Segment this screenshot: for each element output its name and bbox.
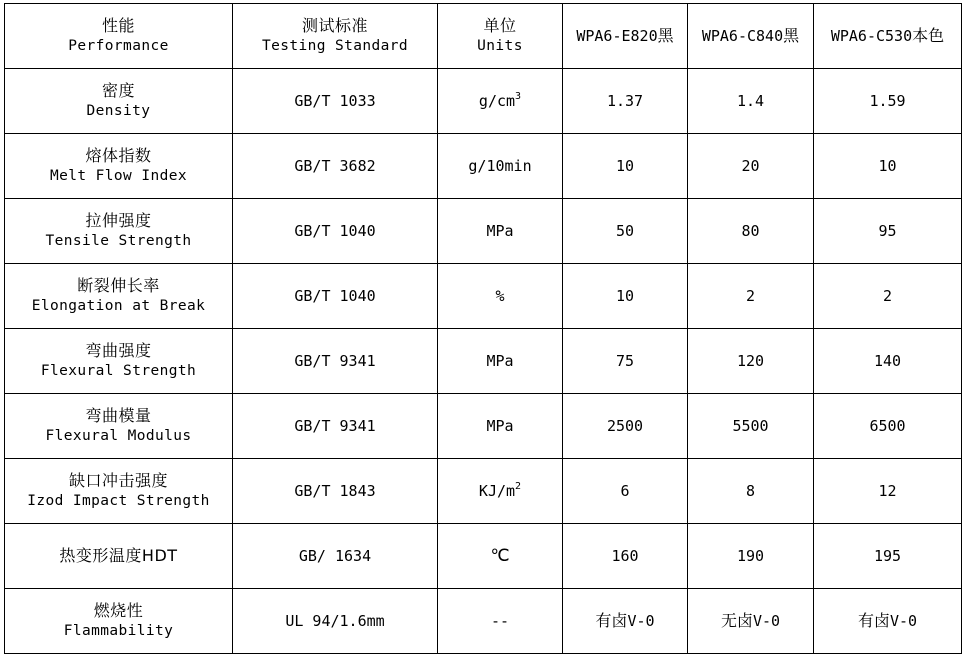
property-cell xyxy=(5,459,233,524)
header-grade-2 xyxy=(688,4,814,69)
header-grade-3 xyxy=(814,4,962,69)
standard-cell: GB/T 9341 xyxy=(233,394,438,459)
property-en: Flexural Modulus xyxy=(45,428,192,444)
unit-exponent: 2 xyxy=(515,481,522,492)
unit-cell: -- xyxy=(438,589,563,654)
table-row xyxy=(5,329,962,394)
property-zh: 燃烧性 xyxy=(93,601,144,620)
property-en: Flammability xyxy=(63,623,174,639)
value-cell xyxy=(814,589,962,654)
value-cell: 190 xyxy=(688,524,814,589)
header-standard-zh: 测试标准 xyxy=(301,16,368,35)
unit-exponent: 3 xyxy=(515,91,522,102)
value-cell: 6500 xyxy=(814,394,962,459)
header-standard-en: Testing Standard xyxy=(261,38,409,54)
unit-base: g/cm xyxy=(478,92,516,110)
properties-table xyxy=(4,3,962,654)
property-cell xyxy=(5,69,233,134)
header-units-en: Units xyxy=(477,38,523,54)
property-zh: 弯曲强度 xyxy=(85,341,152,360)
value-cell: 10 xyxy=(563,134,688,199)
value-cell: 1.59 xyxy=(814,69,962,134)
unit-cell xyxy=(438,69,563,134)
halogen-label: 无卤 xyxy=(720,611,753,630)
grade-1-code: WPA6-E820 xyxy=(576,27,658,45)
grade-3-color: 本色 xyxy=(912,26,945,45)
value-cell: 140 xyxy=(814,329,962,394)
standard-cell: GB/T 1843 xyxy=(233,459,438,524)
table-row xyxy=(5,199,962,264)
header-row xyxy=(5,4,962,69)
unit-cell: MPa xyxy=(438,329,563,394)
value-cell: 5500 xyxy=(688,394,814,459)
property-zh: 缺口冲击强度 xyxy=(68,471,168,490)
standard-cell: GB/T 1033 xyxy=(233,69,438,134)
flammability-grade: V-0 xyxy=(627,612,655,630)
value-cell: 95 xyxy=(814,199,962,264)
header-units xyxy=(438,4,563,69)
unit-cell xyxy=(438,459,563,524)
grade-1-color: 黑 xyxy=(657,26,674,45)
property-cell xyxy=(5,264,233,329)
value-cell: 195 xyxy=(814,524,962,589)
value-cell: 50 xyxy=(563,199,688,264)
property-zh: 弯曲模量 xyxy=(85,406,152,425)
value-cell: 2500 xyxy=(563,394,688,459)
table-row xyxy=(5,459,962,524)
header-property xyxy=(5,4,233,69)
property-zh: 熔体指数 xyxy=(85,146,152,165)
property-zh: 密度 xyxy=(101,81,135,100)
unit-cell: MPa xyxy=(438,394,563,459)
standard-cell: GB/T 9341 xyxy=(233,329,438,394)
value-cell: 10 xyxy=(563,264,688,329)
header-property-en: Performance xyxy=(68,38,169,54)
value-cell xyxy=(688,589,814,654)
value-cell: 80 xyxy=(688,199,814,264)
property-en: Melt Flow Index xyxy=(50,168,187,184)
unit-cell: % xyxy=(438,264,563,329)
property-cell xyxy=(5,199,233,264)
property-en: Flexural Strength xyxy=(40,363,197,379)
value-cell: 12 xyxy=(814,459,962,524)
header-units-zh: 单位 xyxy=(483,16,517,35)
standard-cell: GB/T 1040 xyxy=(233,199,438,264)
value-cell: 8 xyxy=(688,459,814,524)
unit-cell: MPa xyxy=(438,199,563,264)
table-row xyxy=(5,264,962,329)
property-zh: 拉伸强度 xyxy=(85,211,152,230)
property-en: Izod Impact Strength xyxy=(27,493,210,509)
value-cell: 2 xyxy=(688,264,814,329)
standard-cell: UL 94/1.6mm xyxy=(233,589,438,654)
standard-cell: GB/T 3682 xyxy=(233,134,438,199)
property-zh: 热变形温度HDT xyxy=(59,546,178,565)
property-cell xyxy=(5,394,233,459)
unit-cell: ℃ xyxy=(438,524,563,589)
header-grade-1 xyxy=(563,4,688,69)
grade-2-color: 黑 xyxy=(783,26,800,45)
property-en: Density xyxy=(86,103,151,119)
header-property-zh: 性能 xyxy=(101,16,135,35)
property-cell xyxy=(5,524,233,589)
halogen-label: 有卤 xyxy=(857,611,890,630)
standard-cell: GB/T 1040 xyxy=(233,264,438,329)
property-en: Elongation at Break xyxy=(31,298,206,314)
flammability-grade: V-0 xyxy=(752,612,781,630)
table-row xyxy=(5,134,962,199)
grade-3-code: WPA6-C530 xyxy=(830,27,913,45)
value-cell: 1.4 xyxy=(688,69,814,134)
table-body xyxy=(5,4,962,654)
value-cell: 1.37 xyxy=(563,69,688,134)
halogen-label: 有卤 xyxy=(595,611,628,630)
value-cell: 20 xyxy=(688,134,814,199)
table-row xyxy=(5,69,962,134)
grade-2-code: WPA6-C840 xyxy=(701,27,784,45)
property-en: Tensile Strength xyxy=(45,233,192,249)
unit-cell: g/10min xyxy=(438,134,563,199)
value-cell: 160 xyxy=(563,524,688,589)
table-row xyxy=(5,524,962,589)
value-cell: 120 xyxy=(688,329,814,394)
property-cell xyxy=(5,589,233,654)
unit-base: KJ/m xyxy=(478,482,516,500)
value-cell: 10 xyxy=(814,134,962,199)
property-cell xyxy=(5,329,233,394)
property-cell xyxy=(5,134,233,199)
table-row xyxy=(5,589,962,654)
value-cell: 6 xyxy=(563,459,688,524)
value-cell: 75 xyxy=(563,329,688,394)
property-zh: 断裂伸长率 xyxy=(77,276,160,295)
header-standard xyxy=(233,4,438,69)
table-row xyxy=(5,394,962,459)
standard-cell: GB/ 1634 xyxy=(233,524,438,589)
value-cell: 2 xyxy=(814,264,962,329)
flammability-grade: V-0 xyxy=(889,612,918,630)
value-cell xyxy=(563,589,688,654)
